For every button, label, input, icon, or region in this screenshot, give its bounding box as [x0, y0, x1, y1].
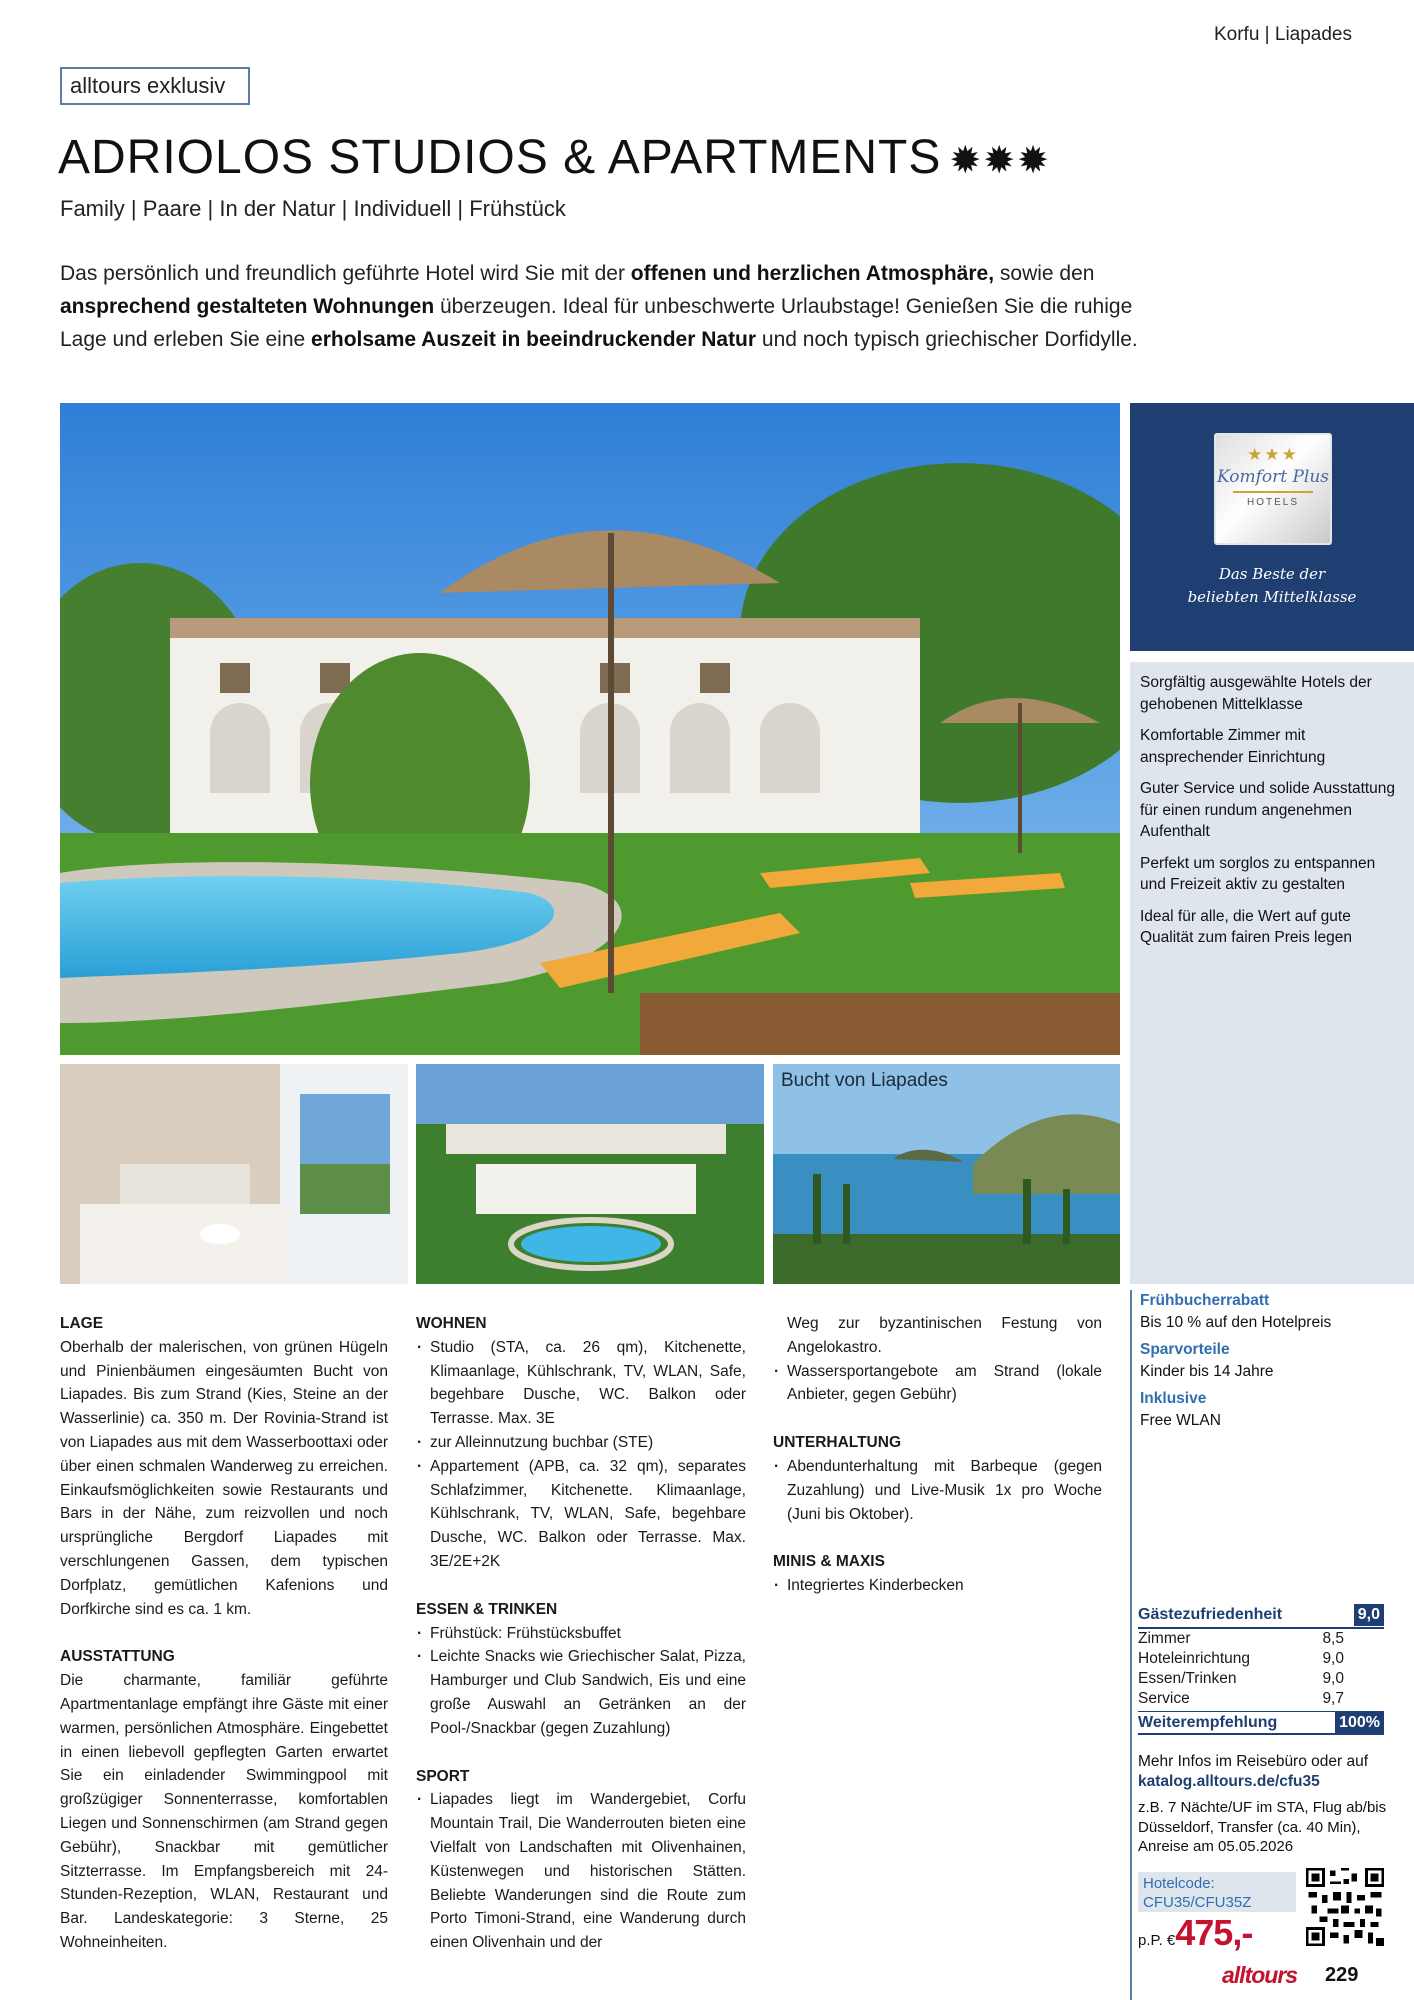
bay-photo	[773, 1064, 1120, 1284]
more-info-text: Mehr Infos im Reisebüro oder auf	[1138, 1753, 1369, 1770]
offer-label: Frühbucherrabatt	[1140, 1292, 1270, 1309]
price-amount: 475,-	[1175, 1912, 1253, 1953]
list-item: · Leichte Snacks wie Griechischer Salat, Pizza, Hamburger und Club Sandwich, Eis und eine große Auswahl an Getränken an der Pool-/Snackbar (gegen Zuzahlung)	[416, 1645, 746, 1740]
rating-value: 9,0	[1322, 1670, 1344, 1687]
intro-highlight: offenen und herzlichen Atmosphäre,	[630, 262, 995, 285]
lage-text: Oberhalb der malerischen, von grünen Hügeln und Pinienbäumen eingesäumten Bucht von Liapades. Bis zum Strand (Kies, Steine an der Wasserlinie) ca. 350 m. Der Rovinia-Strand ist von Liapades aus mit dem Wasserboottaxi oder über einen schmalen Wanderweg zu erreichen. Einkaufsmöglichkeiten sowie Restaurants und Bars in der Nähe, zum reizvollen und noch ursprüngliche Bergdorf Liapades mit verschlungenen Gassen, dem typischen Dorfplatz, gemütlichen Kafenions und Dorfkirche sind es ca. 1 km.	[60, 1338, 388, 1618]
rating-row	[1138, 1629, 1384, 1649]
sport-continuation: Weg zur byzantinischen Festung von Angelokastro.	[787, 1315, 1102, 1356]
komfort-features	[1130, 662, 1414, 1284]
recommend-label: Weiterempfehlung	[1138, 1713, 1278, 1731]
intro-paragraph	[60, 257, 1180, 356]
logo-sub: HOTELS	[1246, 497, 1299, 508]
rating-label: Service	[1138, 1690, 1190, 1707]
photo-caption: Bucht von Liapades	[781, 1070, 948, 1091]
list-item: · zur Alleinnutzung buchbar (STE)	[416, 1431, 746, 1455]
list-item: · Liapades liegt im Wandergebiet, Corfu Mountain Trail, Die Wanderrouten bieten eine Vielfalt von Landschaften mit Olivenhainen, Küstenwegen und historischen Stätten. Beliebte Wanderungen sind die Route zum Porto Timoni-Strand, eine Wanderung durch einen Olivenhain und der	[416, 1788, 746, 1955]
price-example: z.B. 7 Nächte/UF im STA, Flug ab/bis Düsseldorf, Transfer (ca. 40 Min), Anreise am 05.05.2026	[1138, 1799, 1387, 1855]
feature-item: Guter Service und solide Ausstattung für einen rundum angenehmen Aufenthalt	[1140, 780, 1396, 840]
rating-row	[1138, 1689, 1384, 1709]
ratings-score: 9,0	[1354, 1604, 1384, 1626]
offer-label: Inklusive	[1140, 1390, 1207, 1407]
offer-value: Bis 10 % auf den Hotelpreis	[1140, 1314, 1332, 1331]
list-item: · Abendunterhaltung mit Barbeque (gegen Zuzahlung) und Live-Musik 1x pro Woche (Juni bis Oktober).	[773, 1455, 1102, 1526]
intro-highlight: ansprechend gestalteten Wohnungen	[60, 295, 435, 318]
logo-name: Komfort Plus	[1216, 467, 1330, 487]
qr-code-icon[interactable]	[1306, 1868, 1384, 1946]
ausstattung-text: Die charmante, familiär geführte Apartmentanlage empfängt ihre Gäste mit einer warmen, persönlichen Atmosphäre. Eingebettet in einen liebevoll gepflegten Garten erwartet Sie ein einladender Swimmingpool mit großzügiger Sonnenterrasse, komfortablen Liegen und Sonnenschirmen (am Strand gegen Gebühr), Snackbar mit gemütlicher Sitzterrasse. Im Empfangsbereich mit 24-Stunden-Rezeption, WLAN, Restaurant und Bar. Landeskategorie: 3 Sterne, 25 Wohneinheiten.	[60, 1672, 388, 1951]
section-heading: UNTERHALTUNG	[773, 1434, 902, 1452]
list-item: · Frühstück: Frühstücksbuffet	[416, 1622, 746, 1646]
feature-item: Sorgfältig ausgewählte Hotels der gehobenen Mittelklasse	[1140, 674, 1372, 713]
section-heading: ESSEN & TRINKEN	[416, 1600, 558, 1618]
rating-value: 8,5	[1322, 1630, 1344, 1647]
hotel-code: CFU35/CFU35Z	[1143, 1894, 1252, 1911]
price	[1138, 1912, 1252, 1954]
offer-value: Kinder bis 14 Jahre	[1140, 1363, 1274, 1380]
section-heading: AUSSTATTUNG	[60, 1648, 175, 1666]
rating-row	[1138, 1649, 1384, 1669]
aerial-photo	[416, 1064, 764, 1284]
room-photo	[60, 1064, 408, 1284]
intro-text: Das persönlich und freundlich geführte Hotel wird Sie mit der	[60, 262, 631, 285]
feature-item: Komfortable Zimmer mit ansprechender Einrichtung	[1140, 727, 1326, 766]
hotel-title	[58, 130, 1051, 185]
rating-row	[1138, 1669, 1384, 1689]
hotel-code-box	[1138, 1872, 1296, 1912]
offer-value: Free WLAN	[1140, 1412, 1221, 1429]
rating-value: 9,0	[1322, 1650, 1344, 1667]
column-lage	[60, 1312, 388, 1979]
feature-item: Ideal für alle, die Wert auf gute Qualität zum fairen Preis legen	[1140, 907, 1352, 946]
komfort-slogan	[1130, 563, 1414, 609]
recommend-value: 100%	[1335, 1712, 1384, 1734]
hotel-code-label: Hotelcode:	[1143, 1875, 1215, 1892]
offer-label: Sparvorteile	[1140, 1341, 1230, 1358]
feature-item: Perfekt um sorglos zu entspannen und Freizeit aktiv zu gestalten	[1140, 854, 1376, 893]
list-item: · Wassersportangebote am Strand (lokale Anbieter, gegen Gebühr)	[773, 1360, 1102, 1408]
column-unterhaltung	[773, 1312, 1102, 1622]
list-item: · Appartement (APB, ca. 32 qm), separates Schlafzimmer, Kitchenette. Klimaanlage, Kühlschrank, TV, WLAN, Safe, begehbare Dusche, WC. Balkon oder Terrasse. Max. 3E/2E+2K	[416, 1455, 746, 1574]
logo-stars-icon: ★★★	[1247, 445, 1299, 464]
rating-label: Hoteleinrichtung	[1138, 1650, 1251, 1667]
komfort-plus-box	[1130, 403, 1414, 651]
komfort-plus-logo	[1214, 433, 1332, 545]
star-rating-icon: ✹✹✹	[949, 140, 1051, 182]
exclusive-badge: alltours exklusiv	[60, 67, 250, 105]
slogan-line: beliebten Mittelklasse	[1187, 588, 1357, 606]
rating-value: 9,7	[1322, 1690, 1344, 1707]
slogan-line: Das Beste der	[1218, 565, 1326, 583]
list-item: · Integriertes Kinderbecken	[773, 1574, 1102, 1598]
section-heading: WOHNEN	[416, 1315, 487, 1332]
rating-label: Zimmer	[1138, 1630, 1191, 1647]
alltours-logo: alltours	[1222, 1962, 1298, 1988]
catalog-link[interactable]: katalog.alltours.de/cfu35	[1138, 1773, 1320, 1790]
column-wohnen	[416, 1312, 746, 1979]
intro-text: überzeugen. Ideal für unbeschwerte Urlaubstage! Genießen Sie die ruhige Lage und erleben Sie eine	[60, 295, 1133, 351]
section-heading: MINIS & MAXIS	[773, 1553, 885, 1571]
guest-ratings	[1138, 1603, 1384, 1735]
price-prefix: p.P. €	[1138, 1932, 1176, 1949]
section-heading: SPORT	[416, 1767, 470, 1785]
intro-text: und noch typisch griechischer Dorfidylle.	[756, 328, 1138, 351]
hotel-tags: Family | Paare | In der Natur | Individuell | Frühstück	[60, 196, 566, 221]
rating-label: Essen/Trinken	[1138, 1670, 1237, 1687]
ratings-title: Gästezufriedenheit	[1138, 1606, 1283, 1623]
hotel-name: ADRIOLOS STUDIOS & APARTMENTS	[58, 131, 942, 184]
main-hotel-photo	[60, 403, 1120, 1055]
intro-highlight: erholsame Auszeit in beeindruckender Natur	[311, 328, 757, 351]
more-info	[1138, 1752, 1388, 1792]
intro-text: sowie den	[994, 262, 1095, 285]
region-label: Korfu | Liapades	[1213, 24, 1352, 45]
section-heading: LAGE	[60, 1315, 104, 1332]
list-item: · Studio (STA, ca. 26 qm), Kitchenette, Klimaanlage, Kühlschrank, TV, WLAN, Safe, begehbare Dusche, WC. Balkon oder Terrasse. Max. 3E	[416, 1336, 746, 1431]
page-number: 229	[1325, 1964, 1359, 1986]
